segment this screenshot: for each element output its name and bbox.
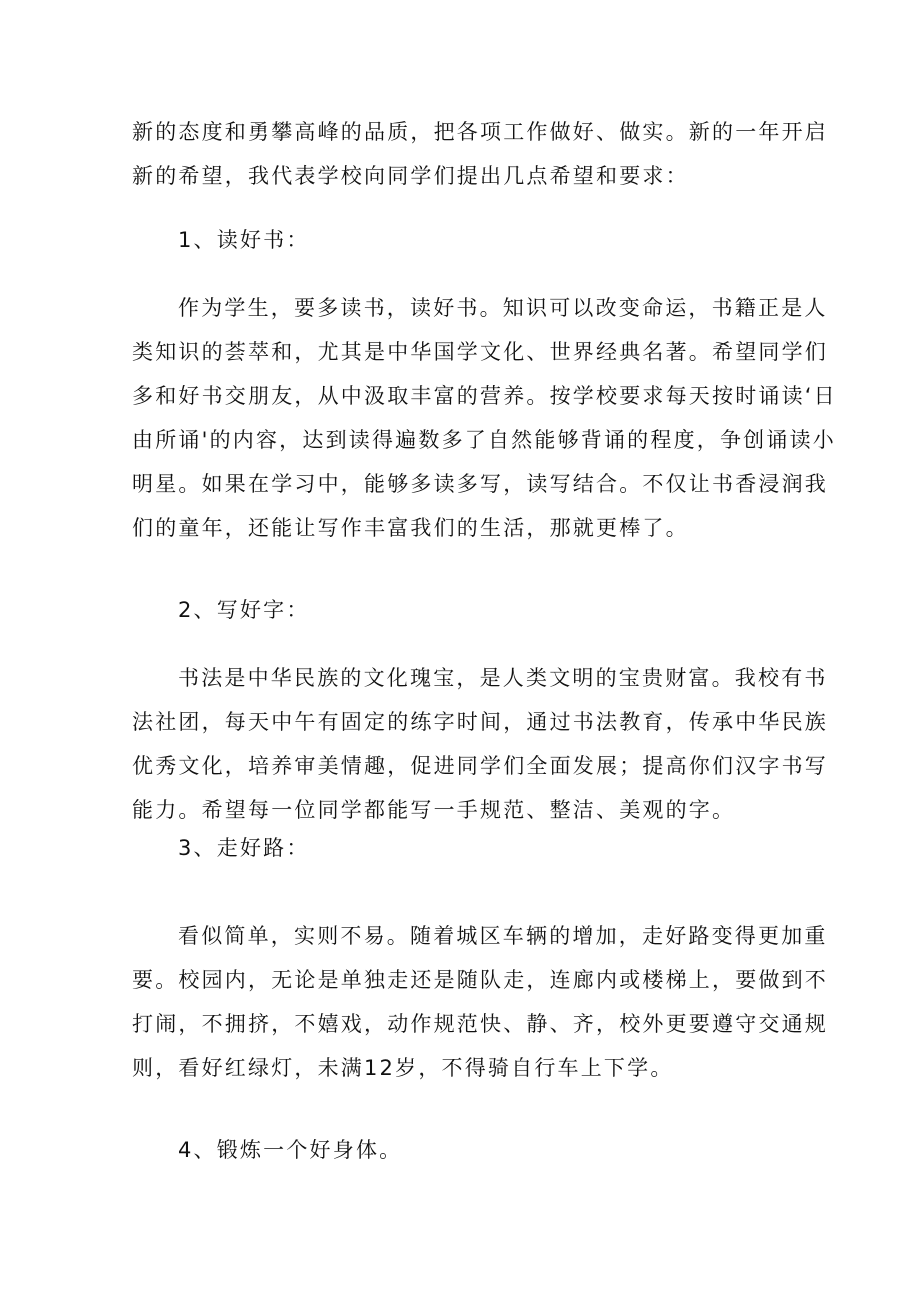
- section-heading-write-characters: 2、写好字：: [178, 598, 310, 622]
- text-line: 明星。如果在学习中，能够多读多写，读写结合。不仅让书香浸润我: [132, 472, 828, 496]
- text-line: 作为学生，要多读书，读好书。知识可以改变命运，书籍正是人: [178, 296, 828, 320]
- text-line: 新的态度和勇攀高峰的品质，把各项工作做好、做实。新的一年开启: [132, 120, 828, 144]
- text-line: 新的希望，我代表学校向同学们提出几点希望和要求：: [132, 164, 689, 188]
- section-heading-read-books: 1、读好书：: [178, 228, 310, 252]
- text-line: 由所诵'的内容，达到读得遍数多了自然能够背诵的程度，争创诵读小: [132, 428, 836, 452]
- text-line: 则，看好红绿灯，未满12岁，不得骑自行车上下学。: [132, 1056, 674, 1080]
- text-line: 打闹，不拥挤，不嬉戏，动作规范快、静、齐，校外更要遵守交通规: [132, 1012, 828, 1036]
- intro-paragraph: [132, 110, 828, 198]
- text-line: 法社团，每天中午有固定的练字时间，通过书法教育，传承中华民族: [132, 710, 828, 734]
- text-line: 书法是中华民族的文化瑰宝，是人类文明的宝贵财富。我校有书: [178, 666, 828, 690]
- section-paragraph-read-books: [132, 286, 837, 550]
- text-line: 们的童年，还能让写作丰富我们的生活，那就更棒了。: [132, 516, 689, 540]
- text-line: 看似简单，实则不易。随着城区车辆的增加，走好路变得更加重: [178, 924, 828, 948]
- section-paragraph-walk-well: [132, 914, 828, 1090]
- text-line: 要。校园内，无论是单独走还是随队走，连廊内或楼梯上，要做到不: [132, 968, 828, 992]
- section-heading-walk-well: 3、走好路：: [178, 836, 310, 860]
- text-line: 类知识的荟萃和，尤其是中华国学文化、世界经典名著。希望同学们: [132, 340, 828, 364]
- text-line: 能力。希望每一位同学都能写一手规范、整洁、美观的字。: [132, 798, 736, 822]
- section-paragraph-write-characters: [132, 656, 828, 832]
- text-line: 多和好书交朋友，从中汲取丰富的营养。按学校要求每天按时诵读‘日: [132, 384, 837, 408]
- section-heading-exercise: 4、锻炼一个好身体。: [178, 1138, 403, 1162]
- text-line: 优秀文化，培养审美情趣，促进同学们全面发展；提高你们汉字书写: [132, 754, 828, 778]
